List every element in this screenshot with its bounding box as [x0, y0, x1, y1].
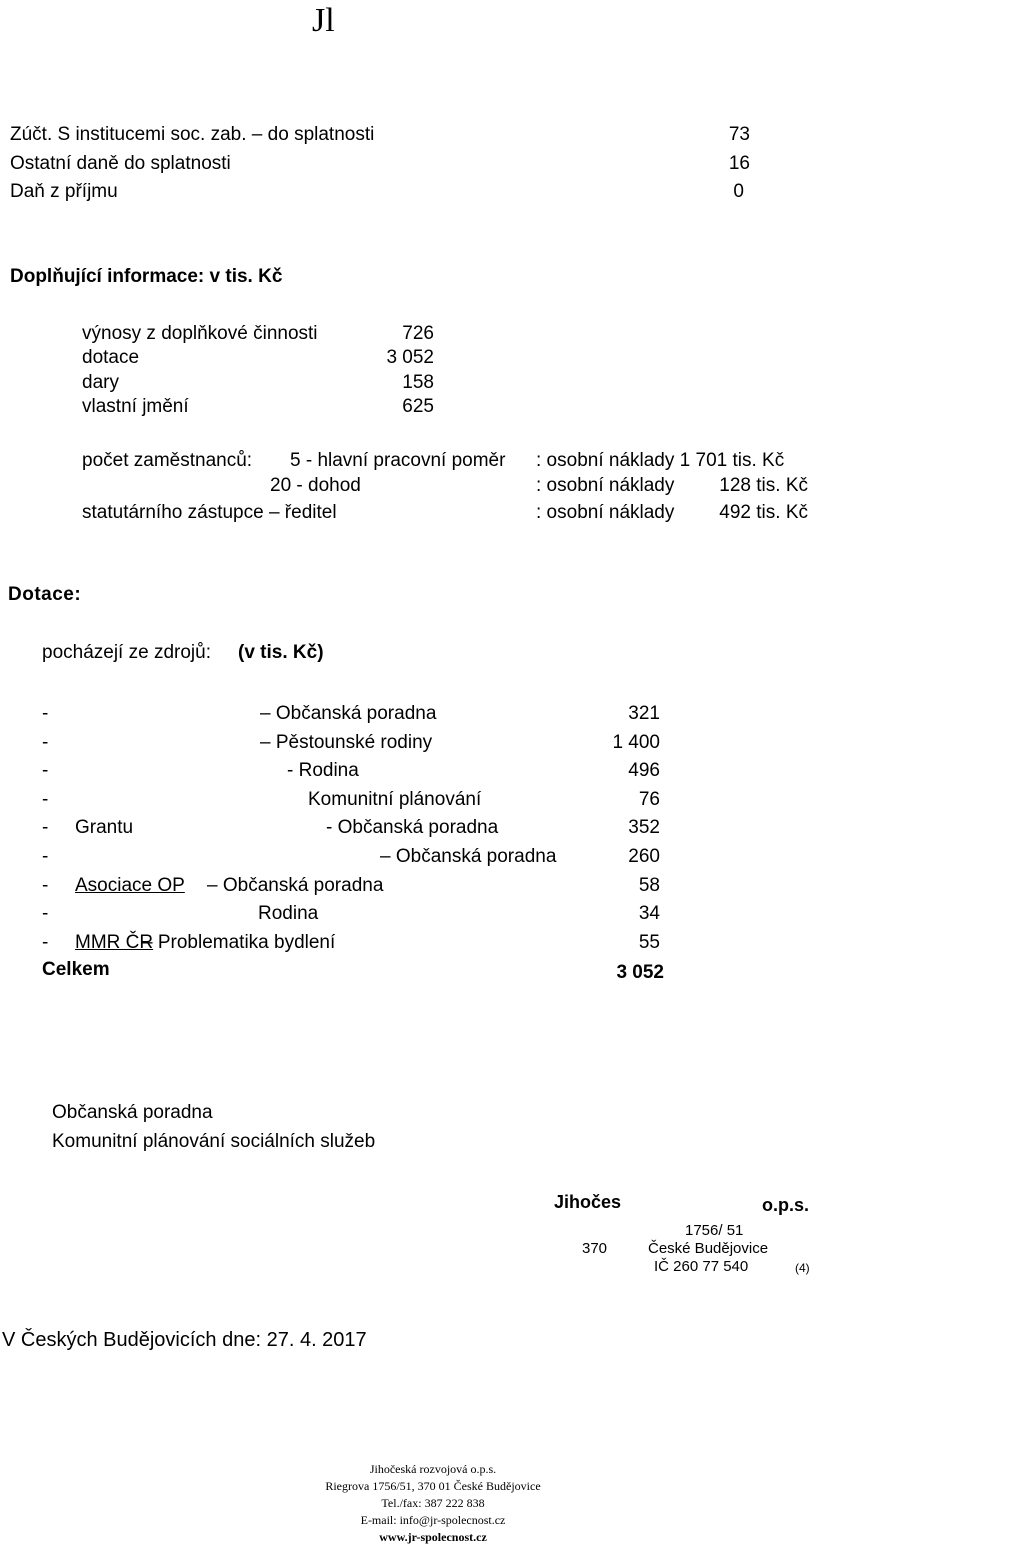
grant-project: - Rodina	[287, 760, 359, 781]
grant-bullet: -	[42, 703, 49, 724]
grant-value: 496	[628, 760, 660, 781]
project-item: Komunitní plánování sociálních služeb	[52, 1131, 376, 1152]
project-item: Občanská poradna	[52, 1102, 213, 1123]
grant-bullet: -	[42, 875, 49, 896]
liability-label: Zúčt. S institucemi soc. zab. – do splatnosti	[10, 124, 375, 145]
stamp-city: České Budějovice	[648, 1240, 769, 1257]
grant-value: 260	[628, 846, 660, 867]
grant-bullet: -	[42, 903, 49, 924]
grant-project: Komunitní plánování	[308, 789, 482, 810]
grants-heading: Dotace:	[8, 584, 82, 605]
employees-agreements-type: 20 - dohod	[270, 475, 361, 496]
employees-main-costs: : osobní náklady 1 701 tis. Kč	[536, 450, 785, 471]
grant-bullet: -	[42, 789, 49, 810]
stamp-ic: IČ 260 77 540	[654, 1258, 749, 1275]
grant-value: 34	[638, 903, 660, 924]
grant-value: 352	[628, 817, 660, 838]
liability-value: 0	[733, 181, 744, 202]
employees-label: počet zaměstnanců:	[82, 450, 253, 471]
supplementary-label: dary	[82, 372, 119, 393]
grant-project: Rodina	[258, 903, 319, 924]
stamp-legal-form: o.p.s.	[762, 1195, 810, 1215]
grant-project: – Občanská poradna	[207, 875, 384, 896]
grant-project: – Pěstounské rodiny	[260, 732, 433, 753]
supplementary-label: vlastní jmění	[82, 396, 189, 417]
liability-value: 73	[728, 124, 750, 145]
supplementary-label: výnosy z doplňkové činnosti	[82, 323, 318, 344]
grant-bullet: -	[42, 732, 49, 753]
employees-agreements-amount: 128 tis. Kč	[719, 475, 808, 496]
grant-value: 321	[628, 703, 660, 724]
grant-bullet: -	[42, 817, 49, 838]
liability-label: Ostatní daně do splatnosti	[10, 153, 231, 174]
grant-value: 55	[638, 932, 660, 953]
grant-value: 1 400	[612, 732, 660, 753]
statutory-label: statutárního zástupce – ředitel	[82, 502, 337, 523]
supplementary-value: 158	[402, 372, 434, 393]
grant-project: – Občanská poradna	[260, 703, 437, 724]
statutory-costs: : osobní náklady	[536, 502, 675, 523]
supplementary-value: 625	[402, 396, 434, 417]
supplementary-heading: Doplňující informace: v tis. Kč	[10, 266, 283, 287]
grant-value: 76	[638, 789, 660, 810]
grant-project: – Problematika bydlení	[142, 932, 336, 953]
grant-project: – Občanská poradna	[380, 846, 557, 867]
footer-web: www.jr-spolecnost.cz	[379, 1530, 487, 1544]
footer-address: Riegrova 1756/51, 370 01 České Budějovice	[325, 1479, 541, 1493]
statutory-amount: 492 tis. Kč	[719, 502, 808, 523]
footer-phone: Tel./fax: 387 222 838	[381, 1496, 485, 1510]
employees-agreements-costs: : osobní náklady	[536, 475, 675, 496]
stamp-zip: 370	[582, 1240, 608, 1257]
stamp-mark: (4)	[795, 1261, 810, 1275]
grant-source: MMR ČR	[75, 932, 154, 953]
grants-total-label: Celkem	[42, 959, 110, 980]
grants-sources-label: pocházejí ze zdrojů:	[42, 642, 211, 663]
grant-bullet: -	[42, 846, 49, 867]
liability-label: Daň z příjmu	[10, 181, 118, 202]
footer-email: E-mail: info@jr-spolecnost.cz	[360, 1513, 506, 1527]
supplementary-value: 726	[402, 323, 434, 344]
grants-sources-unit: (v tis. Kč)	[238, 642, 324, 663]
supplementary-label: dotace	[82, 347, 140, 368]
footer-company: Jihočeská rozvojová o.p.s.	[369, 1462, 497, 1476]
supplementary-value: 3 052	[386, 347, 434, 368]
grant-source: Grantu	[75, 817, 134, 838]
grant-source: Asociace OP	[75, 875, 185, 896]
grant-value: 58	[638, 875, 660, 896]
liability-value: 16	[728, 153, 750, 174]
stamp-number: 1756/ 51	[685, 1222, 744, 1239]
page-marker: Jl	[312, 2, 335, 39]
grant-bullet: -	[42, 760, 49, 781]
date-line: V Českých Budějovicích dne: 27. 4. 2017	[2, 1329, 367, 1351]
employees-main-type: 5 - hlavní pracovní poměr	[290, 450, 506, 471]
stamp-name: Jihočes	[554, 1192, 622, 1212]
grants-total-value: 3 052	[616, 962, 664, 983]
grant-bullet: -	[42, 932, 49, 953]
grant-project: - Občanská poradna	[326, 817, 499, 838]
